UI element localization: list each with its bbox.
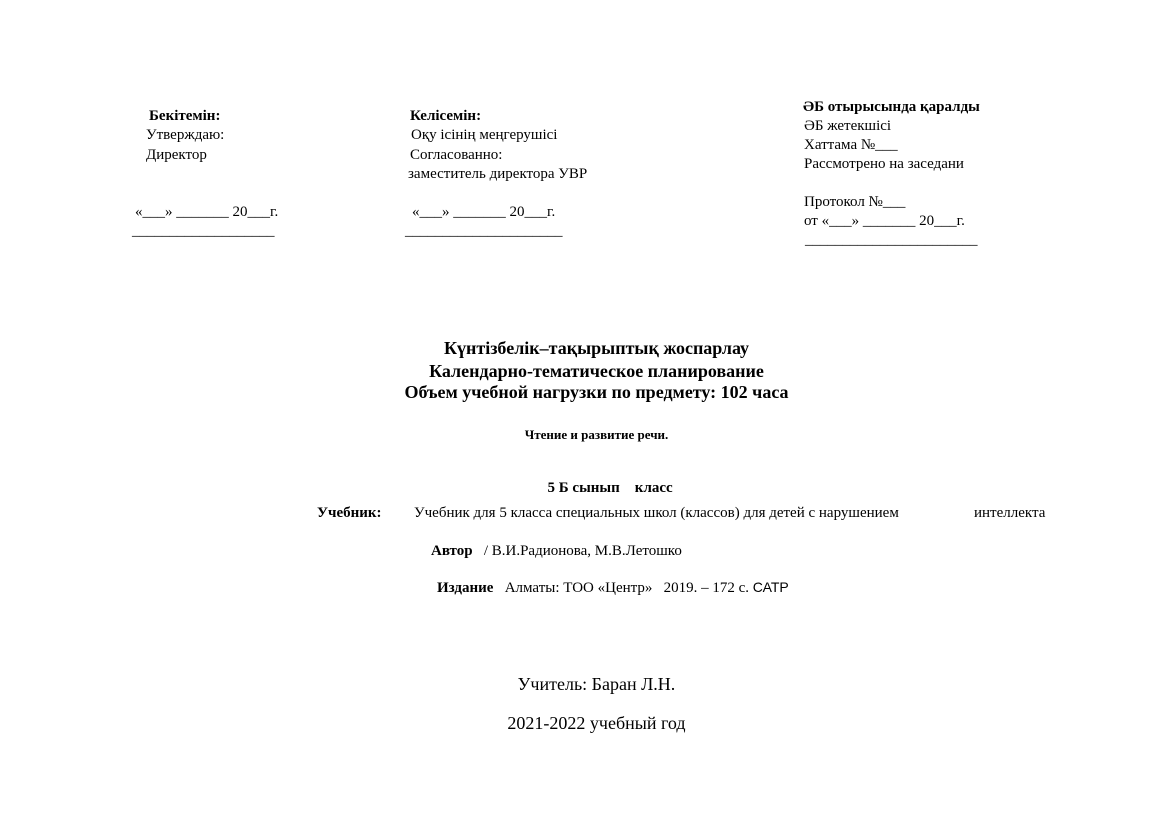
teacher-name: Учитель: Баран Л.Н. bbox=[517, 674, 676, 694]
reviewed-heading: ӘБ отырысында қаралды bbox=[803, 99, 980, 115]
class-info bbox=[540, 460, 673, 498]
approve-heading: Бекітемін: bbox=[149, 108, 221, 124]
agreed-label: Согласованно: bbox=[410, 147, 503, 163]
textbook-value-tail: интеллекта bbox=[974, 505, 1046, 521]
reviewed-label: Рассмотрено на заседани bbox=[804, 156, 964, 172]
date-line: «___» _______ 20___г. bbox=[412, 204, 556, 220]
edition-label: Издание bbox=[437, 580, 494, 596]
date-line: от «___» _______ 20___г. bbox=[804, 213, 965, 229]
deputy-director-label: заместитель директора УВР bbox=[408, 166, 588, 182]
class-suffix: класс bbox=[634, 480, 673, 496]
signature-line: _____________________ bbox=[405, 223, 563, 239]
title-hours: Объем учебной нагрузки по предмету: 102 часа bbox=[404, 382, 789, 402]
agreed-heading: Келісемін: bbox=[410, 108, 482, 124]
protocol-label: Протокол №___ bbox=[804, 194, 906, 210]
edition-value: Алматы: ТОО «Центр» 2019. – 172 с. bbox=[504, 580, 750, 596]
signature-line: ___________________ bbox=[132, 223, 275, 239]
date-line: «___» _______ 20___г. bbox=[135, 204, 279, 220]
edition-row bbox=[422, 559, 789, 617]
edition-suffix: САТР bbox=[752, 579, 789, 595]
textbook-label: Учебник: bbox=[317, 505, 382, 521]
author-label: Автор bbox=[431, 543, 473, 559]
class-grade: 5 Б сынып bbox=[547, 480, 620, 496]
signature-line: _______________________ bbox=[805, 232, 978, 248]
title-ru: Календарно-тематическое планирование bbox=[429, 361, 764, 381]
author-value: / В.И.Радионова, М.В.Летошко bbox=[483, 543, 682, 559]
subject-name: Чтение и развитие речи. bbox=[524, 427, 669, 442]
protocol-kz-label: Хаттама №___ bbox=[804, 137, 898, 153]
approve-label: Утверждаю: bbox=[146, 127, 225, 143]
textbook-value: Учебник для 5 класса специальных школ (классов) для детей с нарушением bbox=[414, 505, 899, 521]
director-label: Директор bbox=[146, 147, 207, 163]
head-of-studies-label: Оқу ісінің меңгерушісі bbox=[411, 127, 558, 143]
school-year: 2021-2022 учебный год bbox=[507, 713, 686, 733]
title-kz: Күнтізбелік–тақырыптық жоспарлау bbox=[443, 338, 750, 358]
ma-head-label: ӘБ жетекшісі bbox=[804, 118, 892, 134]
